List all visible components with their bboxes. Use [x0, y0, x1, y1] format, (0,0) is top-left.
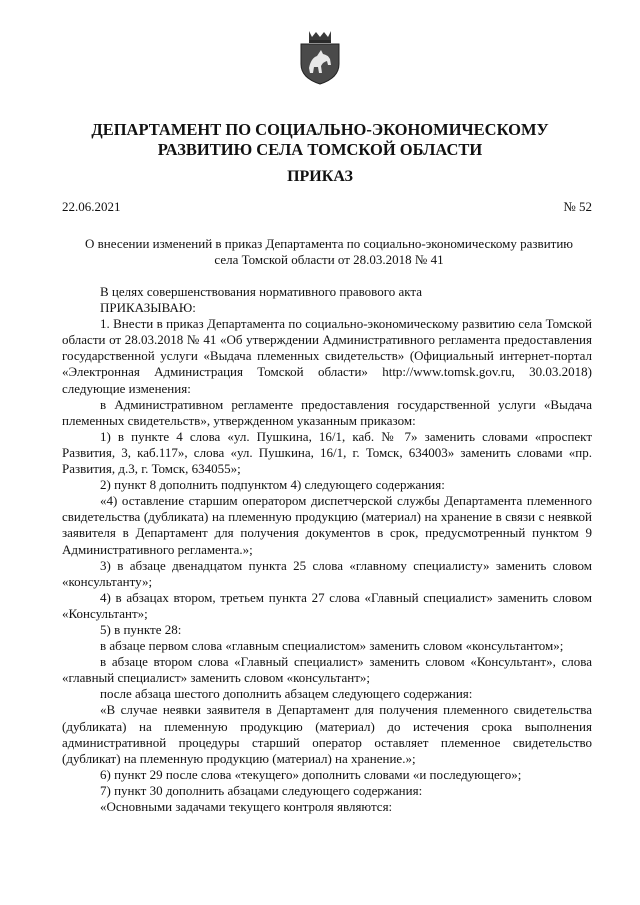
body-paragraph: «4) оставление старшим оператором диспетчерской службы Департамента племенного свидетельства (дубликата) на племенную продукцию (материал) на хранение в связи с неявкой заявителя в Департамент для получения документов в срок, предусмотренный пунктом 9 Административного регламента.»; — [62, 493, 592, 557]
body-paragraph: ПРИКАЗЫВАЮ: — [100, 300, 196, 316]
body-paragraph: 2) пункт 8 дополнить подпунктом 4) следующего содержания: — [100, 477, 445, 493]
document-number: № 52 — [563, 199, 592, 214]
body-paragraph: 5) в пункте 28: — [100, 621, 182, 637]
body-paragraph: 1. Внести в приказ Департамента по социально-экономическому развитию села Томской области от 28.03.2018 № 41 «Об утверждении Административного регламента предоставления государственной услуги «Выдача племенных свидетельств» (Официальный интернет-портал «Электронная Администрация Томской области» http://www.tomsk.gov.ru, 30.03.2018) следующие изменения: — [62, 316, 592, 396]
document-body — [62, 284, 592, 815]
body-paragraph: 7) пункт 30 дополнить абзацами следующего содержания: — [100, 782, 423, 798]
document-subject-line2: села Томской области от 28.03.2018 № 41 — [214, 252, 444, 267]
body-paragraph: 4) в абзацах втором, третьем пункта 27 слова «Главный специалист» заменить словом «Консультант»; — [62, 589, 592, 621]
body-paragraph: после абзаца шестого дополнить абзацем следующего содержания: — [100, 686, 473, 702]
document-date: 22.06.2021 — [62, 199, 121, 214]
organization-name-line1: ДЕПАРТАМЕНТ ПО СОЦИАЛЬНО-ЭКОНОМИЧЕСКОМУ — [91, 120, 549, 139]
body-paragraph: в Административном регламенте предоставления государственной услуги «Выдача племенных свидетельств», утвержденном указанным приказом: — [62, 396, 592, 428]
organization-name — [40, 120, 600, 160]
body-paragraph: «В случае неявки заявителя в Департамент для получения племенного свидетельства (дубликата) на племенную продукцию (материал) до истечения срока выполнения административной процедуры старший оператор оставляет племенное свидетельство (дубликат) на племенную продукцию (материал) на хранение.»; — [62, 702, 592, 766]
organization-name-line2: РАЗВИТИЮ СЕЛА ТОМСКОЙ ОБЛАСТИ — [157, 140, 483, 159]
body-paragraph: В целях совершенствования нормативного правового акта — [100, 284, 423, 299]
document-subject-line1: О внесении изменений в приказ Департамента по социально-экономическому развитию — [85, 236, 573, 251]
document-subject — [62, 236, 596, 268]
body-paragraph: 3) в абзаце двенадцатом пункта 25 слова «главному специалисту» заменить словом «консультанту»; — [62, 557, 592, 589]
body-paragraph: в абзаце первом слова «главным специалистом» заменить словом «консультантом»; — [100, 638, 564, 654]
body-paragraph: 6) пункт 29 после слова «текущего» дополнить словами «и последующего»; — [100, 766, 522, 782]
tomsk-coat-of-arms-icon — [297, 28, 343, 86]
body-paragraph: «Основными задачами текущего контроля являются: — [100, 799, 393, 814]
document-type: ПРИКАЗ — [287, 168, 353, 185]
body-paragraph: 1) в пункте 4 слова «ул. Пушкина, 16/1, каб. № 7» заменить словами «проспект Развития, 3, каб.117», слова «ул. Пушкина, 16/1, г. Томск, 634003» заменить словами «пр. Развития, д.3, г. Томск, 634055»; — [62, 428, 592, 477]
body-paragraph: в абзаце втором слова «Главный специалист» заменить словом «Консультант», слова «главный специалист» заменить словом «консультант»; — [62, 654, 592, 686]
